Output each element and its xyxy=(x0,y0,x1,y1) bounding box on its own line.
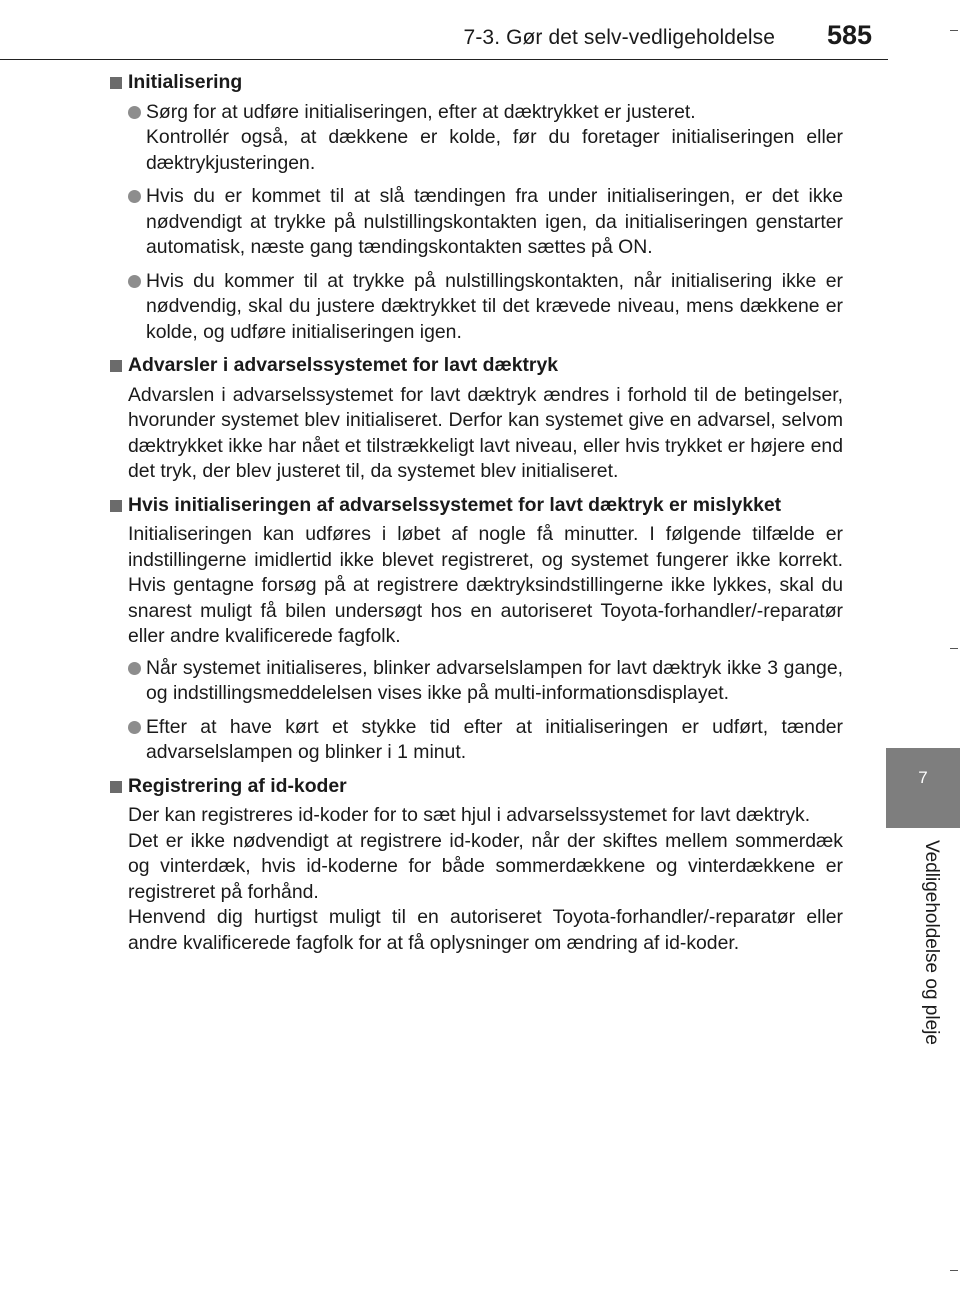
crop-mark xyxy=(950,648,958,649)
page-header xyxy=(0,0,960,60)
list-item xyxy=(110,100,843,177)
section-heading-text: Initialisering xyxy=(128,71,243,93)
chapter-tab-label xyxy=(890,840,950,1110)
round-bullet-icon xyxy=(128,721,141,734)
paragraph-text: Initialiseringen kan udføres i løbet af nogle få minutter. I følgende tilfælde er indstillingerne imidlertid ikke blevet registreret, og systemet fungerer ikke korrekt. Hvis gentagne forsøg på at registrere dæktryksindstillingerne ikke lykkes, skal du snarest muligt få bilen undersøgt hos en autoriseret Toyota-forhandler/-reparatør eller andre kvalificerede fagfolk. xyxy=(128,523,843,647)
list-item-text: Kontrollér også, at dækkene er kolde, før du foretager initialiseringen eller dæktrykjusteringen. xyxy=(146,126,843,174)
crop-mark xyxy=(950,30,958,31)
list-item-text: Sørg for at udføre initialiseringen, efter at dæktrykket er justeret. xyxy=(146,100,696,123)
page-number: 585 xyxy=(826,20,872,50)
list-item-text: Efter at have kørt et stykke tid efter at initialiseringen er udført, tænder advarselslampen og blinker i 1 minut. xyxy=(146,715,843,763)
list-item-text: Hvis du kommer til at trykke på nulstillingskontakten, når initialisering ikke er nødvendig, skal du justere dæktrykket til det krævede niveau, mens dækkene er kolde, og udføre initialiseringen igen. xyxy=(146,269,843,343)
square-bullet-icon xyxy=(110,360,122,372)
list-item xyxy=(110,715,843,766)
section-initialisering xyxy=(110,70,843,345)
square-bullet-icon xyxy=(110,500,122,512)
crop-mark xyxy=(950,1270,958,1271)
section-heading xyxy=(110,774,843,800)
header-rule xyxy=(0,59,888,60)
section-heading-text: Hvis initialiseringen af advarselssystemet for lavt dæktryk er mislykket xyxy=(128,493,782,516)
paragraph xyxy=(110,803,843,956)
section-heading xyxy=(110,353,843,379)
chapter-tab-number: 7 xyxy=(918,768,928,787)
square-bullet-icon xyxy=(110,781,122,793)
list-item-text: Når systemet initialiseres, blinker advarselslampen for lavt dæktryk ikke 3 gange, og indstillingsmeddelelsen vises ikke på multi-informationsdisplayet. xyxy=(146,656,843,704)
list-item-text: Hvis du er kommet til at slå tændingen fra under initialiseringen, er det ikke nødvendigt at trykke på nulstillingskontakten igen, da initialiseringen genstarter automatisk, næste gang tændingskontakten sættes på ON. xyxy=(146,185,843,258)
round-bullet-icon xyxy=(128,190,141,203)
section-heading xyxy=(110,493,843,519)
round-bullet-icon xyxy=(128,275,141,288)
list-item xyxy=(110,184,843,261)
paragraph xyxy=(110,383,843,485)
paragraph-text: Advarslen i advarselssystemet for lavt dæktryk ændres i forhold til de betingelser, hvorunder systemet blev initialiseret. Derfor kan systemet give en advarsel, selvom dæktrykket ikke har nået et tilstrækkeligt lavt niveau, eller hvis trykket er højere end det tryk, der blev justeret til, da systemet blev initialiseret. xyxy=(128,383,843,482)
paragraph-text: Det er ikke nødvendigt at registrere id-koder, når der skiftes mellem sommerdæk og vinterdæk, hvis id-koderne for både sommerdækkene og vinterdækkene er registreret på forhånd. xyxy=(128,829,843,903)
round-bullet-icon xyxy=(128,662,141,675)
square-bullet-icon xyxy=(110,77,122,89)
paragraph-text: Der kan registreres id-koder for to sæt hjul i advarselssystemet for lavt dæktryk. xyxy=(128,804,811,826)
chapter-title: 7-3. Gør det selv-vedligeholdelse xyxy=(463,26,775,49)
chapter-tab-label-text: Vedligeholdelse og pleje xyxy=(921,840,942,1045)
section-heading xyxy=(110,70,843,96)
section-heading-text: Registrering af id-koder xyxy=(128,774,347,797)
list-item xyxy=(110,656,843,707)
list-item xyxy=(110,269,843,346)
round-bullet-icon xyxy=(128,106,141,119)
section-advarsler xyxy=(110,353,843,485)
paragraph-text: Henvend dig hurtigst muligt til en autoriseret Toyota-forhandler/-reparatør eller andre kvalificerede fagfolk for at få oplysninger om ændring af id-koder. xyxy=(128,906,843,954)
page-content xyxy=(110,70,843,964)
paragraph xyxy=(110,522,843,650)
chapter-tab xyxy=(886,748,960,828)
section-id-koder xyxy=(110,774,843,957)
section-mislykket xyxy=(110,493,843,766)
section-heading-text: Advarsler i advarselssystemet for lavt dæktryk xyxy=(128,354,559,376)
